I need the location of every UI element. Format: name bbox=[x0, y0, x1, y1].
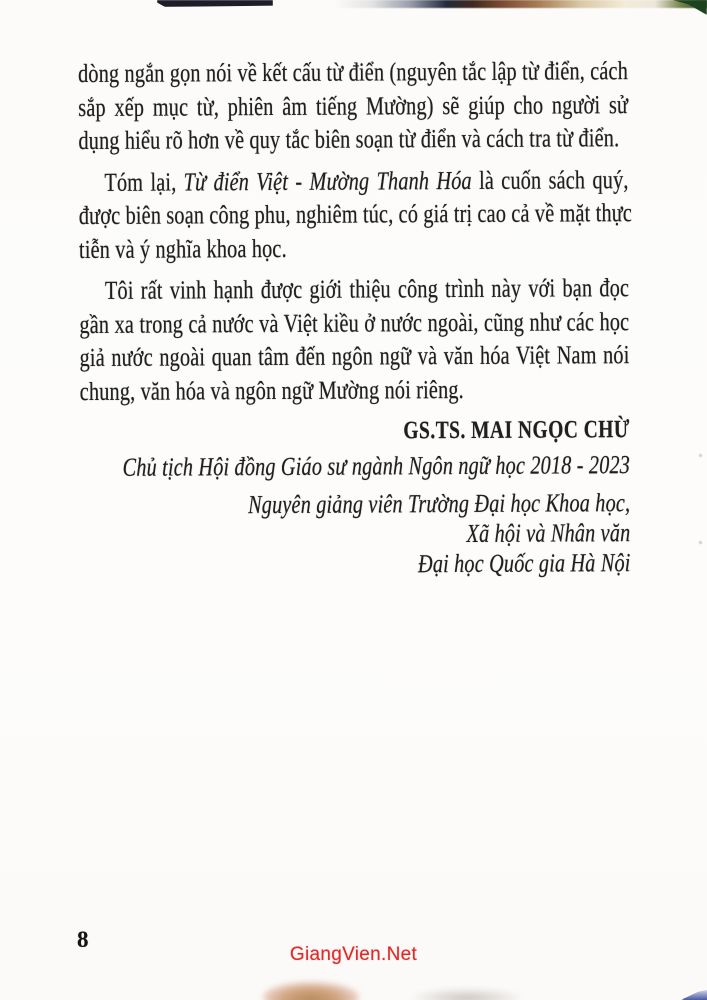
text-line: chung, văn hóa và ngôn ngữ Mường nói riêng. bbox=[79, 374, 464, 406]
dust-speck bbox=[699, 454, 702, 457]
signature-title-line: Xã hội và Nhân văn bbox=[466, 518, 631, 548]
text-segment: Tóm lại, bbox=[104, 166, 184, 197]
scan-edge-color-strip bbox=[335, 0, 707, 8]
text-line: dòng ngắn gọn nói về kết cấu từ điển (nguyên tắc lập từ điển, cách bbox=[78, 56, 629, 88]
page-text-block bbox=[78, 54, 631, 581]
signature-title-line: Đại học Quốc gia Hà Nội bbox=[417, 548, 631, 579]
scan-blur-flesh-object bbox=[263, 982, 359, 1000]
page-number: 8 bbox=[77, 927, 89, 952]
paragraph bbox=[79, 271, 630, 408]
text-line: dụng hiểu rõ hơn về quy tắc biên soạn từ điển và cách tra từ điển. bbox=[78, 123, 620, 155]
watermark-text: GiangVien.Net bbox=[289, 944, 418, 965]
text-line: Tôi rất vinh hạnh được giới thiệu công trình này với bạn đọc bbox=[104, 273, 630, 305]
signature-block bbox=[80, 413, 631, 581]
text-line: gần xa trong cả nước và Việt kiều ở nước ngoài, cũng như các học bbox=[79, 306, 630, 339]
text-segment: là cuốn sách quý, bbox=[471, 164, 629, 195]
book-title-italic: Từ điển Việt - Mường Thanh Hóa bbox=[183, 165, 472, 196]
signature-name: GS.TS. MAI NGỌC CHỪ bbox=[403, 416, 630, 445]
signature-title-line: Chủ tịch Hội đồng Giáo sư ngành Ngôn ngữ học 2018 - 2023 bbox=[122, 450, 631, 482]
paragraph bbox=[78, 163, 633, 266]
text-line: tiễn và ý nghĩa khoa học. bbox=[78, 233, 287, 264]
signature-title-line: Nguyên giảng viên Trường Đại học Khoa học, bbox=[247, 488, 631, 520]
paragraph bbox=[78, 54, 628, 157]
scan-blur-gray-object bbox=[412, 988, 522, 1000]
text-line: được biên soạn công phu, nghiêm túc, có giá trị cao cả về mặt thực bbox=[78, 198, 633, 230]
text-line: sắp xếp mục từ, phiên âm tiếng Mường) sẽ giúp cho người sử bbox=[78, 89, 629, 122]
dust-speck bbox=[699, 541, 702, 544]
scan-blur-blue-corner bbox=[682, 989, 707, 1000]
text-line: giả nước ngoài quan tâm đến ngôn ngữ và văn hóa Việt Nam nói bbox=[79, 340, 630, 372]
text-line bbox=[79, 163, 629, 199]
scan-edge-dark-bar bbox=[157, 0, 273, 7]
